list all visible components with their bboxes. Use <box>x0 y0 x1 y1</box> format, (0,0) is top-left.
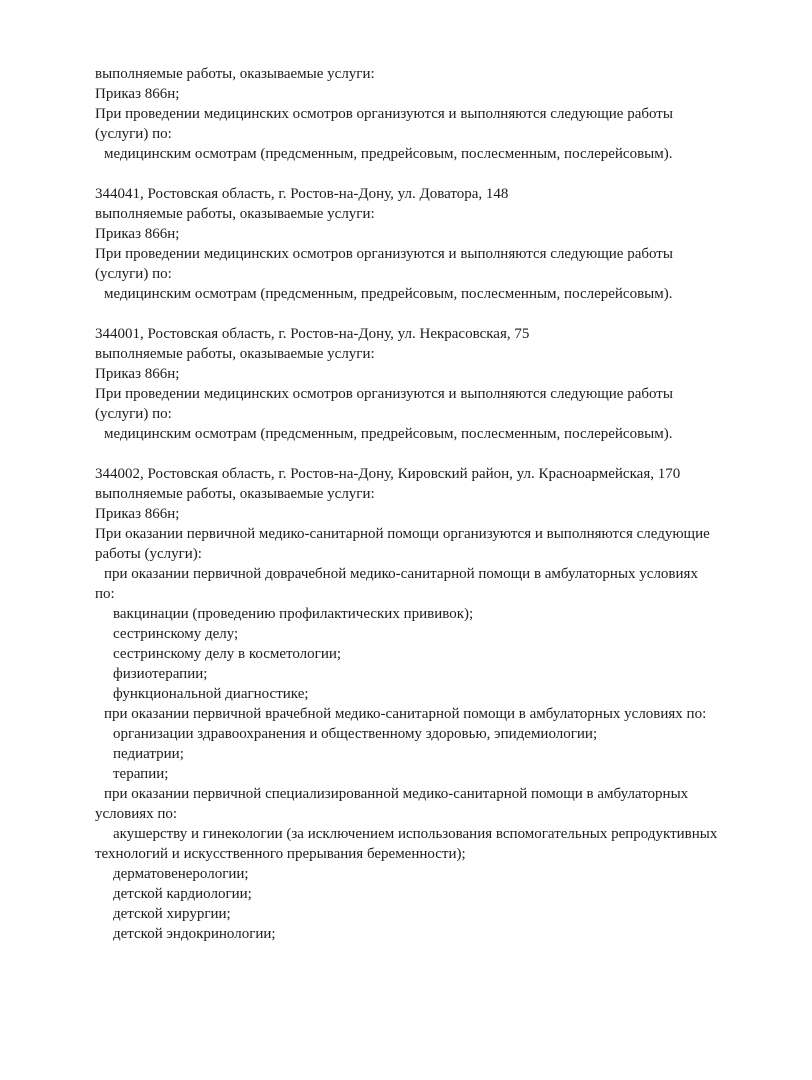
text-line: При оказании первичной медико-санитарной помощи организуются и выполняются следующие <box>95 526 710 542</box>
text-line: При проведении медицинских осмотров организуются и выполняются следующие работы <box>95 106 673 122</box>
text-line: (услуги) по: <box>95 406 172 422</box>
text-line: Приказ 866н; <box>95 506 180 522</box>
text-line: при оказании первичной врачебной медико-санитарной помощи в амбулаторных условиях по: <box>104 706 707 722</box>
address-line: 344001, Ростовская область, г. Ростов-на-Дону, ул. Некрасовская, 75 <box>95 326 530 342</box>
text-line: При проведении медицинских осмотров организуются и выполняются следующие работы <box>95 386 673 402</box>
text-line: (услуги) по: <box>95 126 172 142</box>
text-line: дерматовенерологии; <box>113 866 249 882</box>
text-line: (услуги) по: <box>95 266 172 282</box>
address-line: 344041, Ростовская область, г. Ростов-на-Дону, ул. Доватора, 148 <box>95 186 509 202</box>
text-line: акушерству и гинекологии (за исключением использования вспомогательных репродуктивных <box>113 826 718 842</box>
text-line: выполняемые работы, оказываемые услуги: <box>95 206 375 222</box>
text-line: технологий и искусственного прерывания беременности); <box>95 846 466 862</box>
text-line: выполняемые работы, оказываемые услуги: <box>95 66 375 82</box>
text-line: физиотерапии; <box>113 666 208 682</box>
text-line: выполняемые работы, оказываемые услуги: <box>95 486 375 502</box>
text-block <box>95 184 792 304</box>
text-line: медицинским осмотрам (предсменным, предрейсовым, послесменным, послерейсовым). <box>104 426 673 442</box>
text-line: детской хирургии; <box>113 906 231 922</box>
text-block <box>95 464 792 944</box>
text-line: детской кардиологии; <box>113 886 252 902</box>
text-line: Приказ 866н; <box>95 226 180 242</box>
text-line: при оказании первичной доврачебной медико-санитарной помощи в амбулаторных условиях <box>104 566 698 582</box>
text-line: вакцинации (проведению профилактических прививок); <box>113 606 474 622</box>
text-line: условиях по: <box>95 806 178 822</box>
address-line: 344002, Ростовская область, г. Ростов-на-Дону, Кировский район, ул. Красноармейская, 170 <box>95 466 681 482</box>
text-line: сестринскому делу в косметологии; <box>113 646 342 662</box>
text-line: Приказ 866н; <box>95 366 180 382</box>
text-line: педиатрии; <box>113 746 184 762</box>
text-line: При проведении медицинских осмотров организуются и выполняются следующие работы <box>95 246 673 262</box>
text-line: медицинским осмотрам (предсменным, предрейсовым, послесменным, послерейсовым). <box>104 146 673 162</box>
text-line: организации здравоохранения и общественному здоровью, эпидемиологии; <box>113 726 598 742</box>
text-line: сестринскому делу; <box>113 626 239 642</box>
text-line: по: <box>95 586 115 602</box>
text-line: детской эндокринологии; <box>113 926 276 942</box>
text-line: работы (услуги): <box>95 546 202 562</box>
text-line: при оказании первичной специализированной медико-санитарной помощи в амбулаторных <box>104 786 689 802</box>
text-line: функциональной диагностике; <box>113 686 309 702</box>
text-line: терапии; <box>113 766 169 782</box>
text-block <box>95 64 792 164</box>
text-line: медицинским осмотрам (предсменным, предрейсовым, послесменным, послерейсовым). <box>104 286 673 302</box>
text-block <box>95 324 792 444</box>
text-line: выполняемые работы, оказываемые услуги: <box>95 346 375 362</box>
text-line: Приказ 866н; <box>95 86 180 102</box>
